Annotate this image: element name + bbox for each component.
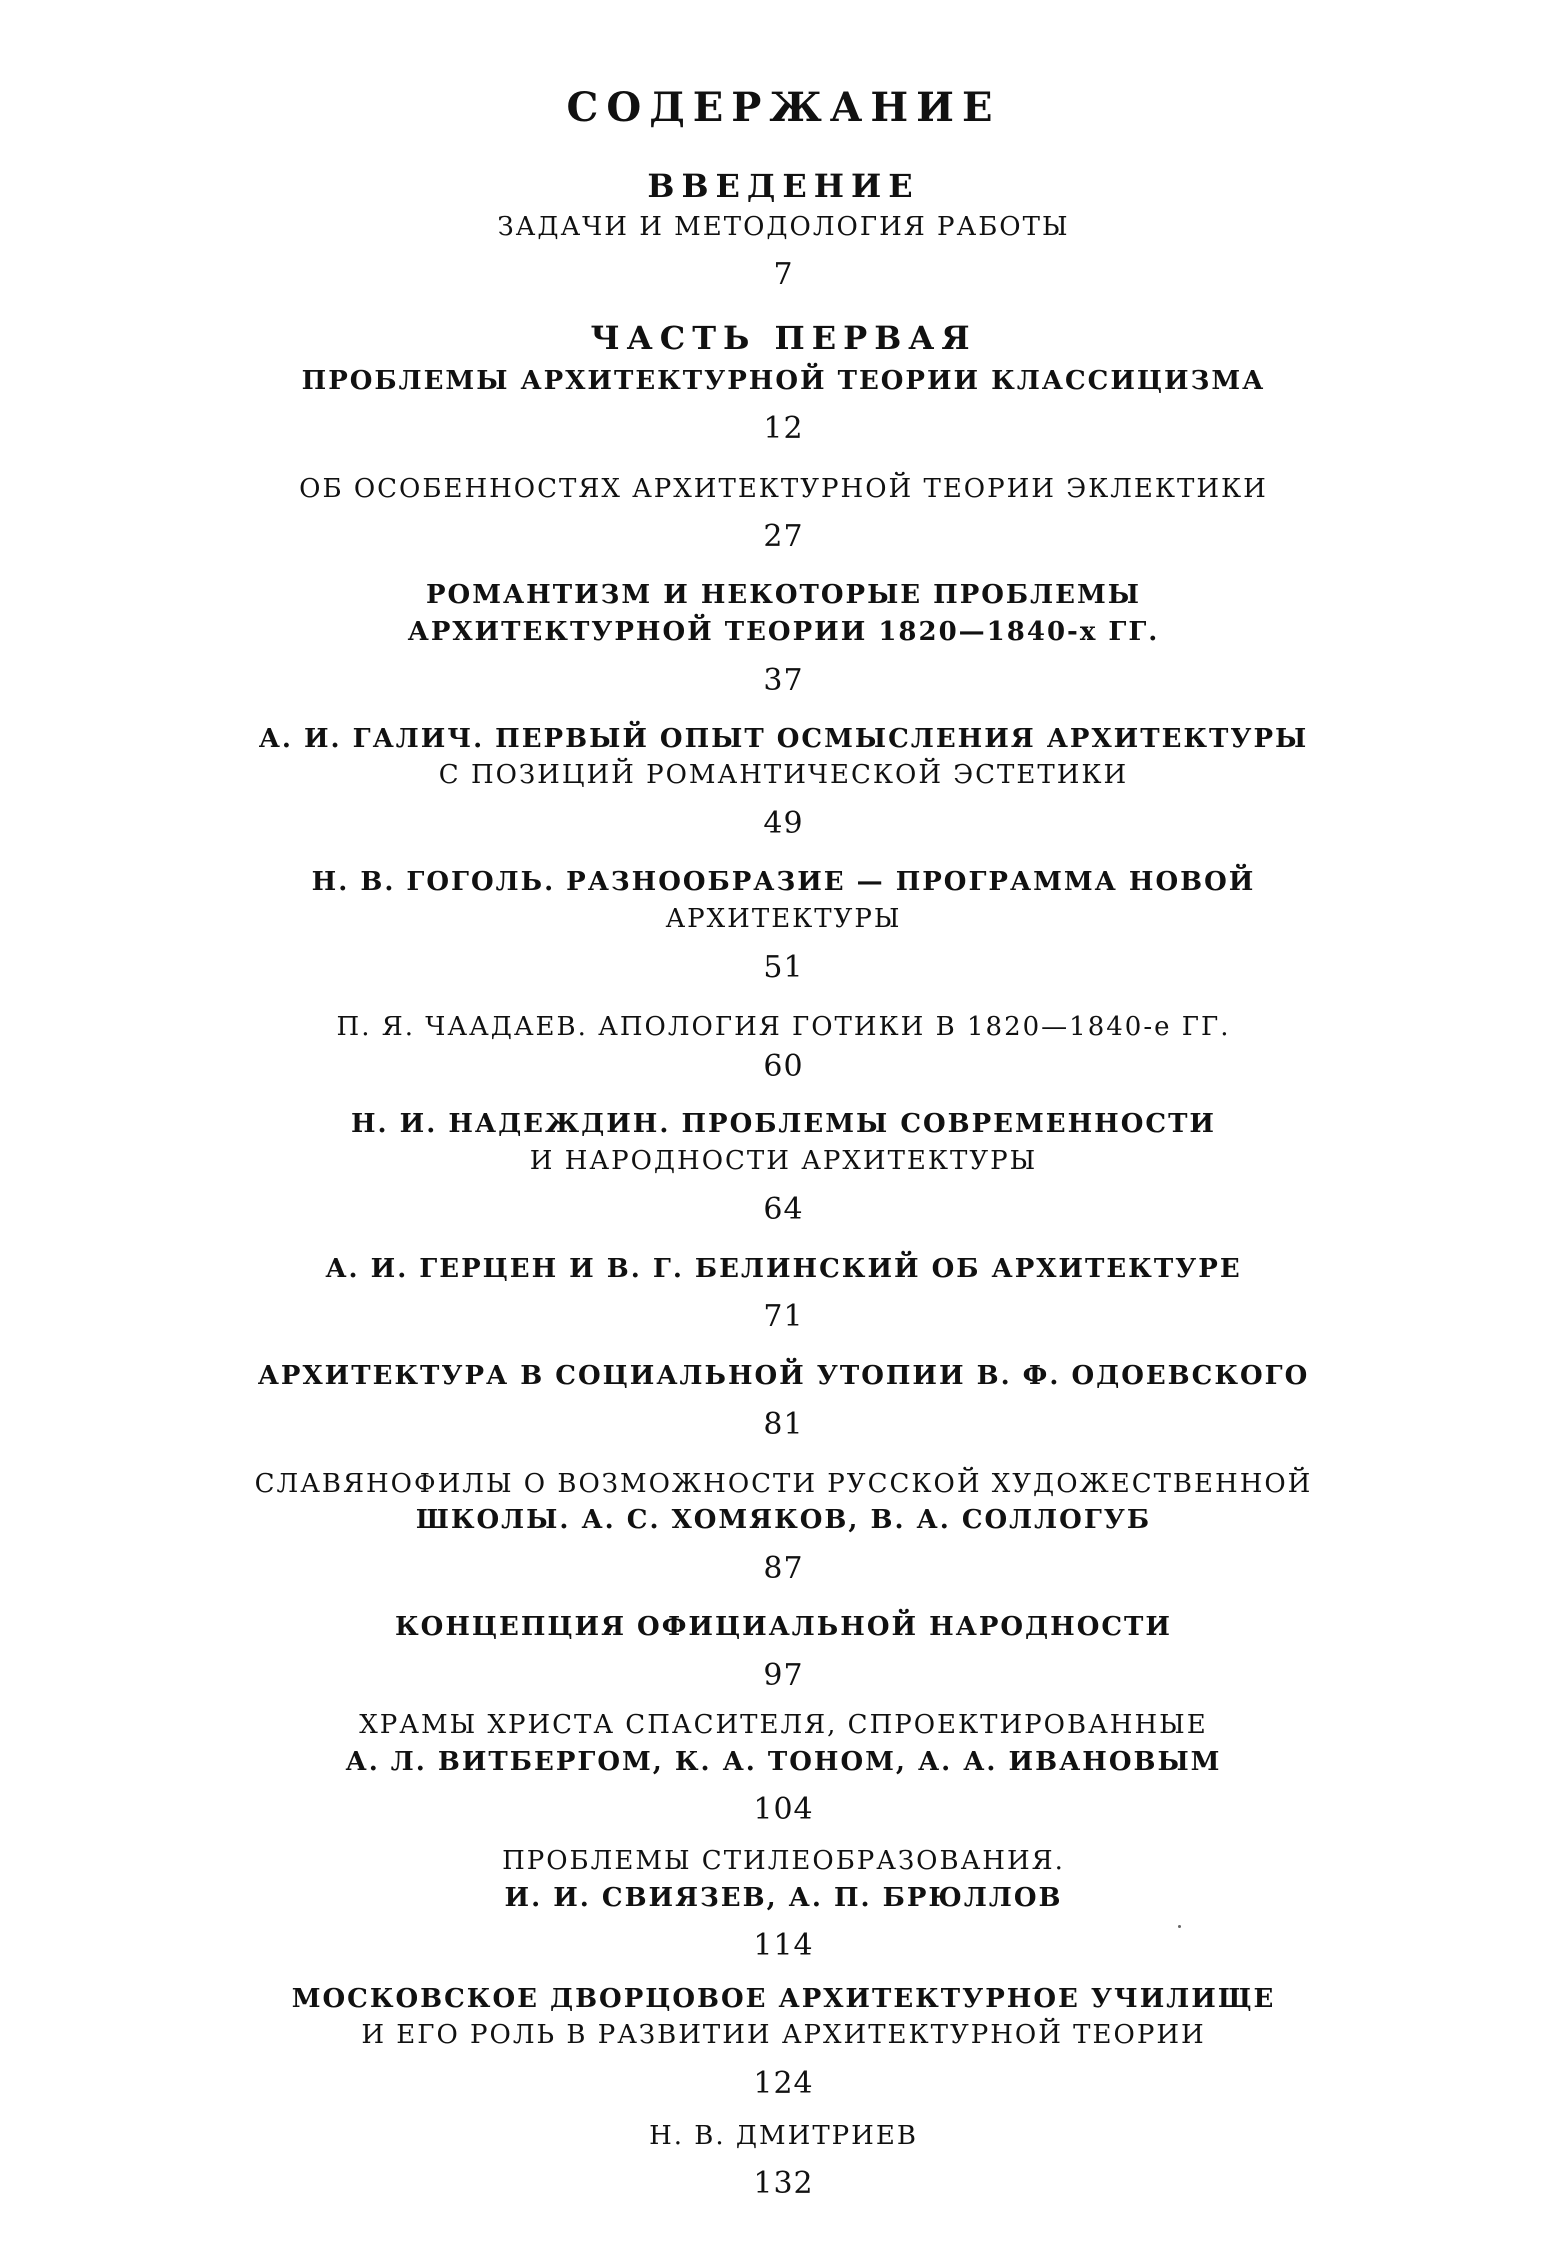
introduction-page-number: 7 [773, 257, 794, 292]
toc-entry-title: ПРОБЛЕМЫ АРХИТЕКТУРНОЙ ТЕОРИИ КЛАССИЦИЗМА [301, 366, 1266, 396]
toc-entry-page-number: 37 [763, 663, 804, 698]
toc-entry-title: ПРОБЛЕМЫ СТИЛЕОБРАЗОВАНИЯ. [502, 1846, 1065, 1876]
toc-entry-title: КОНЦЕПЦИЯ ОФИЦИАЛЬНОЙ НАРОДНОСТИ [395, 1612, 1172, 1642]
toc-entry-page-number: 104 [753, 1792, 814, 1827]
part-one-heading: ЧАСТЬ ПЕРВАЯ [590, 319, 977, 357]
toc-entry-title: СЛАВЯНОФИЛЫ О ВОЗМОЖНОСТИ РУССКОЙ ХУДОЖЕСТВЕННОЙ [254, 1469, 1313, 1499]
toc-entry-page-number: 71 [763, 1299, 804, 1334]
toc-entry-title: АРХИТЕКТУРА В СОЦИАЛЬНОЙ УТОПИИ В. Ф. ОДОЕВСКОГО [257, 1361, 1310, 1391]
toc-entry-title: А. И. ГЕРЦЕН И В. Г. БЕЛИНСКИЙ ОБ АРХИТЕКТУРЕ [325, 1254, 1242, 1284]
toc-entry-title: МОСКОВСКОЕ ДВОРЦОВОЕ АРХИТЕКТУРНОЕ УЧИЛИЩЕ [291, 1984, 1276, 2014]
toc-entry-page-number: 132 [753, 2166, 814, 2201]
toc-entry-page-number: 81 [763, 1407, 804, 1442]
toc-entry-title-continued: И ЕГО РОЛЬ В РАЗВИТИИ АРХИТЕКТУРНОЙ ТЕОРИИ [361, 2020, 1206, 2050]
toc-entry-title-continued: С ПОЗИЦИЙ РОМАНТИЧЕСКОЙ ЭСТЕТИКИ [438, 760, 1129, 790]
toc-entry-title: А. И. ГАЛИЧ. ПЕРВЫЙ ОПЫТ ОСМЫСЛЕНИЯ АРХИТЕКТУРЫ [258, 724, 1309, 754]
toc-entry-title-continued: ШКОЛЫ. А. С. ХОМЯКОВ, В. А. СОЛЛОГУБ [415, 1505, 1152, 1535]
toc-entry-page-number: 12 [763, 411, 804, 446]
toc-entry-title-continued: И. И. СВИЯЗЕВ, А. П. БРЮЛЛОВ [504, 1883, 1063, 1913]
introduction-subtitle: ЗАДАЧИ И МЕТОДОЛОГИЯ РАБОТЫ [497, 212, 1070, 242]
toc-entry-page-number: 97 [763, 1658, 804, 1693]
page-title: СОДЕРЖАНИЕ [566, 84, 1001, 131]
toc-entry-title: ОБ ОСОБЕННОСТЯХ АРХИТЕКТУРНОЙ ТЕОРИИ ЭКЛЕКТИКИ [299, 474, 1268, 504]
toc-entry-title: П. Я. ЧААДАЕВ. АПОЛОГИЯ ГОТИКИ В 1820—1840-е ГГ. [336, 1012, 1231, 1042]
toc-entry-title: Н. И. НАДЕЖДИН. ПРОБЛЕМЫ СОВРЕМЕННОСТИ [350, 1109, 1216, 1139]
toc-entry-page-number: 51 [763, 950, 804, 985]
toc-entry-title-continued: И НАРОДНОСТИ АРХИТЕКТУРЫ [529, 1146, 1038, 1176]
toc-entry-page-number: 27 [763, 519, 804, 554]
toc-entry-title: ХРАМЫ ХРИСТА СПАСИТЕЛЯ, СПРОЕКТИРОВАННЫЕ [359, 1710, 1208, 1740]
toc-entry-title-continued: АРХИТЕКТУРЫ [665, 904, 902, 934]
toc-entry-title-continued: АРХИТЕКТУРНОЙ ТЕОРИИ 1820—1840-х ГГ. [407, 617, 1160, 647]
toc-entry-page-number: 60 [763, 1049, 804, 1084]
toc-entry-page-number: 114 [753, 1928, 814, 1963]
toc-entry-page-number: 64 [763, 1192, 804, 1227]
toc-entry-page-number: 124 [753, 2066, 814, 2101]
toc-entry-title-continued: А. Л. ВИТБЕРГОМ, К. А. ТОНОМ, А. А. ИВАНОВЫМ [345, 1747, 1222, 1777]
toc-entry-page-number: 49 [763, 806, 804, 841]
introduction-heading: ВВЕДЕНИЕ [647, 167, 920, 205]
toc-entry-title: Н. В. ГОГОЛЬ. РАЗНООБРАЗИЕ — ПРОГРАММА НОВОЙ [311, 867, 1256, 897]
toc-entry-title: РОМАНТИЗМ И НЕКОТОРЫЕ ПРОБЛЕМЫ [426, 580, 1141, 610]
scan-speck [1178, 1925, 1181, 1928]
toc-entry-page-number: 87 [763, 1551, 804, 1586]
toc-entry-title: Н. В. ДМИТРИЕВ [649, 2121, 918, 2151]
